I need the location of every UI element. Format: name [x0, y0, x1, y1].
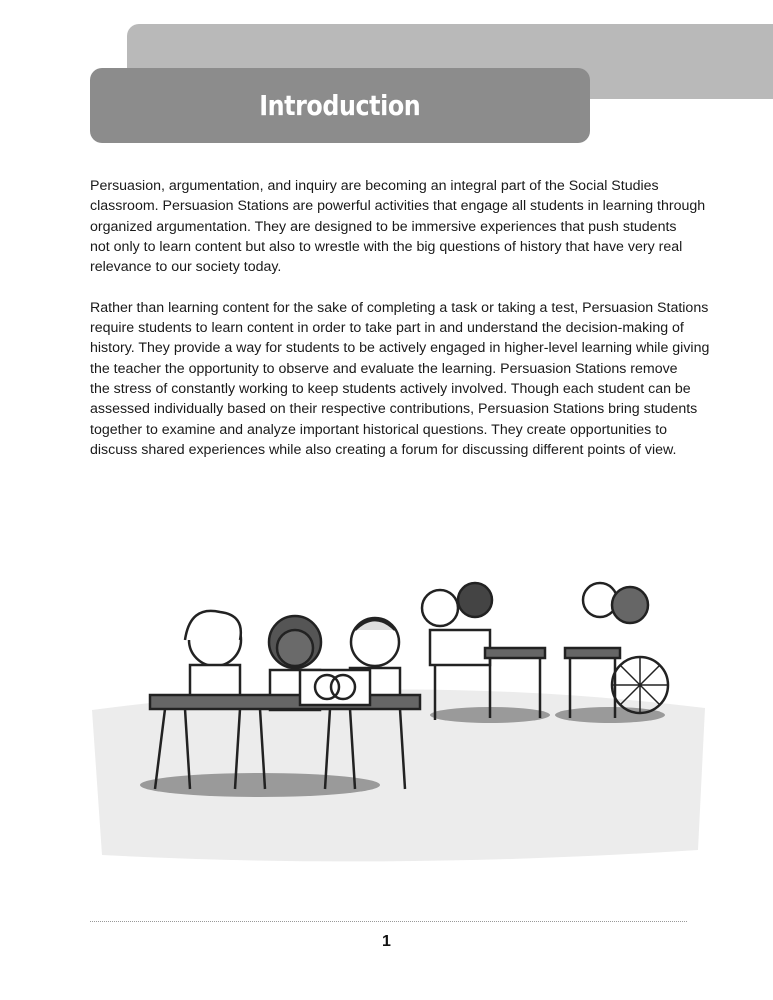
shadow	[140, 773, 380, 797]
text-line: relevance to our society today.	[90, 259, 282, 276]
text-line: assessed individually based on their respective contributions, Persuasion Stations bring students	[90, 401, 698, 418]
body-text	[90, 176, 710, 480]
paragraph-2	[90, 298, 710, 460]
text-line: organized argumentation. They are designed to be immersive experiences that push students	[90, 218, 677, 235]
text-line: require students to learn content in order to take part in and understand the decision-making of	[90, 320, 684, 337]
header-banner	[90, 68, 590, 143]
text-line: the stress of constantly working to keep students actively involved. Though each student can be	[90, 380, 691, 397]
shadow	[555, 707, 665, 723]
page-title: Introduction	[259, 89, 421, 122]
text-line: Rather than learning content for the sake of completing a task or taking a test, Persuasion Stations	[90, 299, 709, 316]
footer-divider	[90, 921, 687, 922]
text-line: history. They provide a way for students to be actively engaged in higher-level learning while giving	[90, 340, 710, 357]
text-line: together to examine and analyze important historical questions. They create opportunities to	[90, 421, 668, 438]
text-line: discuss shared experiences while also creating a forum for discussing different points of view.	[90, 441, 677, 458]
text-line: the teacher the opportunity to observe and evaluate the learning. Persuasion Stations remove	[90, 360, 678, 377]
text-line: not only to learn content but also to wrestle with the big questions of history that have very real	[90, 238, 683, 255]
text-line: Persuasion, argumentation, and inquiry are becoming an integral part of the Social Studies	[90, 178, 659, 194]
classroom-illustration	[90, 570, 710, 870]
text-line: classroom. Persuasion Stations are powerful activities that engage all students in learning through	[90, 198, 706, 215]
page-number: 1	[382, 933, 391, 950]
paragraph-1	[90, 176, 710, 277]
